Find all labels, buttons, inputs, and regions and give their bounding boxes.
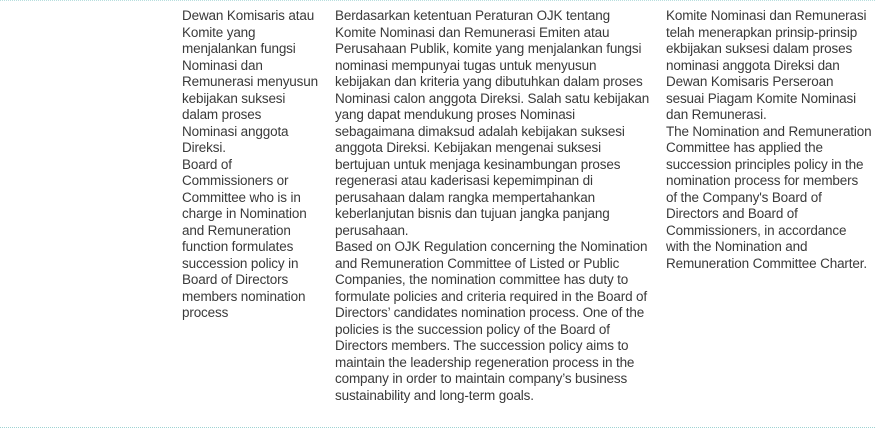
column-3-indonesian-text: Komite Nominasi dan Remunerasi telah menerapkan prinsip-prinsip ekbijakan suksesi dalam proses nominasi anggota Direksi dan Dewan Komisaris Perseroan sesuai Piagam Komite Nominasi dan Remunerasi. [666,8,867,122]
bottom-dotted-divider [0,427,875,428]
column-1-english-text: Board of Commissioners or Committee who is in charge in Nomination and Remuneration function formulates succession policy in Board of Directors members nomination process [182,156,307,320]
column-3-english-text: The Nomination and Remuneration Committee has applied the succession principles policy in the nomination process for members of the Company's Board of Directors and Board of Commissioners, in accordance with the Nomination and Remuneration Committee Charter. [666,123,872,271]
column-2-indonesian-text: Berdasarkan ketentuan Peraturan OJK tentang Komite Nominasi dan Remunerasi Emiten atau Perusahaan Publik, komite yang menjalankan fungsi nominasi mempunyai tugas untuk menyusun kebijakan dan kriteria yang dibutuhkan dalam proses Nominasi calon anggota Direksi. Salah satu kebijakan yang dapat mendukung proses Nominasi sebagaimana dimaksud adalah kebijakan suksesi anggota Direksi. Kebijakan mengenai suksesi bertujuan untuk menjaga kesinambungan proses regenerasi atau kaderisasi kepemimpinan di perusahaan dalam rangka mempertahankan keberlanjutan bisnis dan tujuan jangka panjang perusahaan. [335,8,650,238]
top-dotted-divider [0,0,875,1]
column-2-english-text: Based on OJK Regulation concerning the Nomination and Remuneration Committee of Listed or Public Companies, the nomination committee has duty to formulate policies and criteria required in the Board of Directors’ candidates nomination process. One of the policies is the succession policy of the Board of Directors members. The succession policy aims to maintain the leadership regeneration process in the company in order to maintain company’s business sustainability and long-term goals. [335,239,648,403]
column-implementation-status [666,8,872,272]
column-regulation-explanation [335,8,653,404]
column-policy-description [182,8,318,322]
column-1-indonesian-text: Dewan Komisaris atau Komite yang menjalankan fungsi Nominasi dan Remunerasi menyusun kebijakan suksesi dalam proses Nominasi anggota Direksi. [182,8,318,155]
